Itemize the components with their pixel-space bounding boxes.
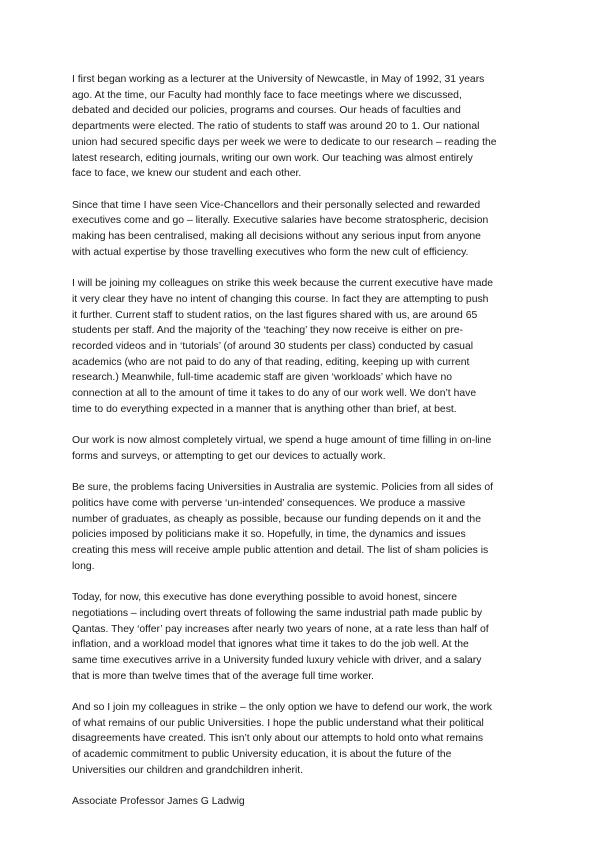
paragraph-strike-reasons: I will be joining my colleagues on strike this week because the current executive have made it very clear they have no intent of changing this course. In fact they are attempting to push it further. Current staff to student ratios, on the last figures shared with us, are around 65 students per staff. And the majority of the ‘teaching’ they now receive is either on pre- recorded videos and in ‘tutorials’ (of around 30 students per class) conducted by casual academics (who are not paid to do any of that reading, editing, keeping up with current research.) Meanwhile, full-time academic staff are given ‘workloads’ which have no connection at all to the amount of time it takes to do any of our work well. We don’t have time to do everything expected in a manner that is anything other than brief, at best.	[72, 278, 494, 415]
letter-body	[72, 72, 532, 810]
paragraph-virtual-work: Our work is now almost completely virtual, we spend a huge amount of time filling in on-line forms and surveys, or attempting to get our devices to actually work.	[72, 435, 492, 462]
signature: Associate Professor James G Ladwig	[72, 796, 245, 808]
paragraph-executives: Since that time I have seen Vice-Chancellors and their personally selected and rewarded executives come and go – literally. Executive salaries have become stratospheric, decision making has been centralised, making all decisions without any serious input from anyone with actual expertise by those travelling executives who form the new cult of efficiency.	[72, 199, 489, 258]
paragraph-conclusion: And so I join my colleagues in strike – the only option we have to defend our work, the work of what remains of our public Universities. I hope the public understand what their political disagreements have created. This isn’t only about our attempts to hold onto what remains of academic commitment to public University education, it is about the future of the Universities our children and grandchildren inherit.	[72, 702, 492, 776]
paragraph-systemic-problems: Be sure, the problems facing Universities in Australia are systemic. Policies from all sides of politics have come with perverse ‘un-intended’ consequences. We produce a massive number of graduates, as cheaply as possible, because our funding depends on it and the policies imposed by politicians make it so. Hopefully, in time, the dynamics and issues creating this mess will receive ample public attention and detail. The list of sham policies is long.	[72, 482, 493, 572]
paragraph-early-career: I first began working as a lecturer at the University of Newcastle, in May of 1992, 31 years ago. At the time, our Faculty had monthly face to face meetings where we discussed, debated and decided our policies, programs and courses. Our heads of faculties and departments were elected. The ratio of students to staff was around 20 to 1. Our national union had secured specific days per week we were to dedicate to our research – reading the latest research, editing journals, writing our own work. Our teaching was almost entirely face to face, we knew our student and each other.	[72, 74, 497, 180]
paragraph-negotiations: Today, for now, this executive has done everything possible to avoid honest, sincere negotiations – including overt threats of following the same industrial path made public by Qantas. They ‘offer’ pay increases after nearly two years of none, at a rate less than half of inflation, and a workload model that ignores what time it takes to do the job well. At the same time executives arrive in a University funded luxury vehicle with driver, and a salary that is more than twelve times that of the average full time worker.	[72, 592, 489, 682]
